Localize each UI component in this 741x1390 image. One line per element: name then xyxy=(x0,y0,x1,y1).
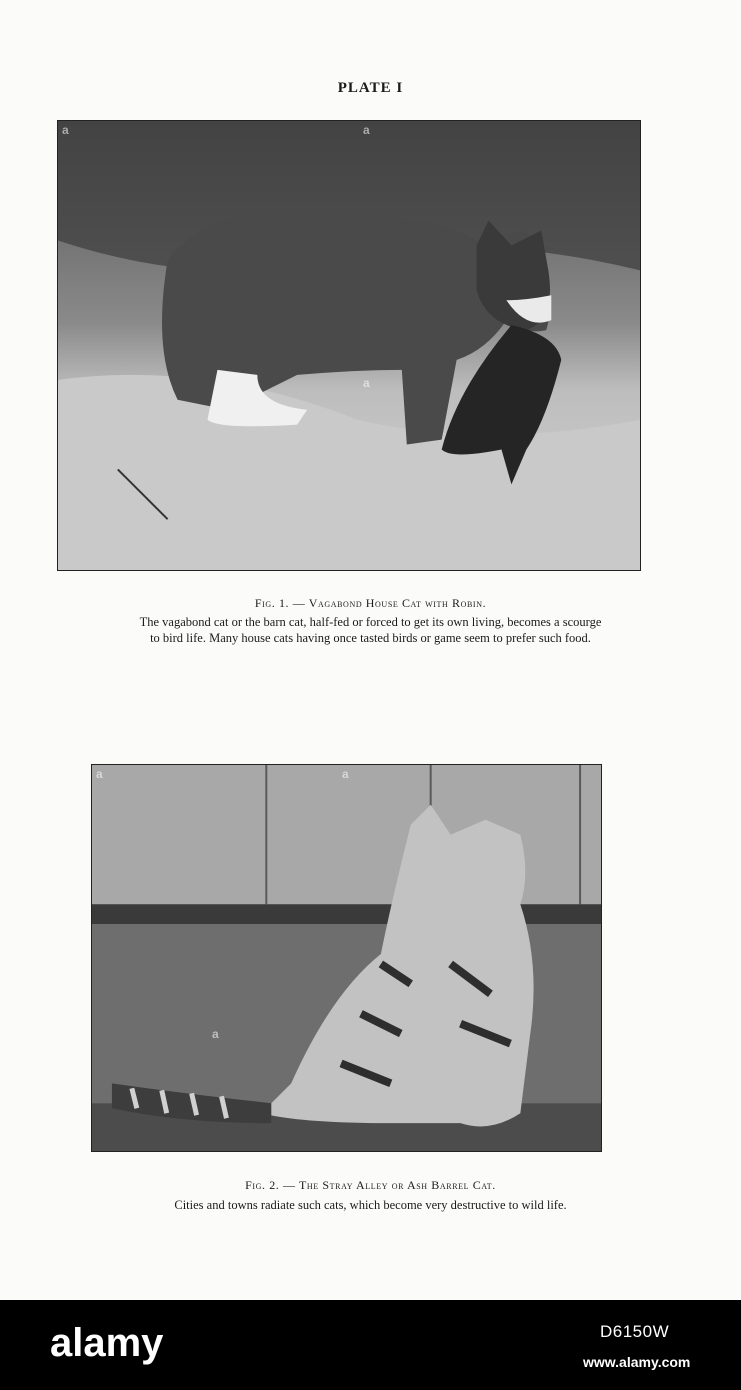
figure-2-title: Fig. 2. — The Stray Alley or Ash Barrel Cat. xyxy=(245,1178,496,1192)
watermark-a-icon: a xyxy=(363,123,370,137)
caption-line: to bird life. Many house cats having once tasted birds or game seem to prefer such food. xyxy=(150,631,591,645)
figure-2-photo xyxy=(91,764,602,1152)
watermark-a-icon: a xyxy=(363,376,370,390)
figure-1-caption xyxy=(60,614,681,646)
stock-footer-bar xyxy=(0,1300,741,1390)
caption-line: The vagabond cat or the barn cat, half-fed or forced to get its own living, becomes a scourge xyxy=(139,615,602,629)
figure-1-photo xyxy=(57,120,641,571)
svg-text:alamy: alamy xyxy=(50,1321,164,1365)
watermark-a-icon: a xyxy=(342,767,349,781)
watermark-a-icon: a xyxy=(212,1027,219,1041)
figure-2-caption xyxy=(60,1197,681,1213)
tabby-cat-illustration xyxy=(92,765,601,1151)
watermark-a-icon: a xyxy=(62,123,69,137)
cat-with-robin-illustration xyxy=(58,121,640,570)
watermark-a-icon: a xyxy=(96,767,103,781)
site-url: www.alamy.com xyxy=(583,1354,691,1370)
caption-line: Cities and towns radiate such cats, which become very destructive to wild life. xyxy=(174,1198,567,1212)
image-id: D6150W xyxy=(600,1322,670,1341)
figure-1-title: Fig. 1. — Vagabond House Cat with Robin. xyxy=(254,596,487,610)
alamy-logo xyxy=(50,1318,174,1366)
plate-title: PLATE I xyxy=(337,80,404,96)
